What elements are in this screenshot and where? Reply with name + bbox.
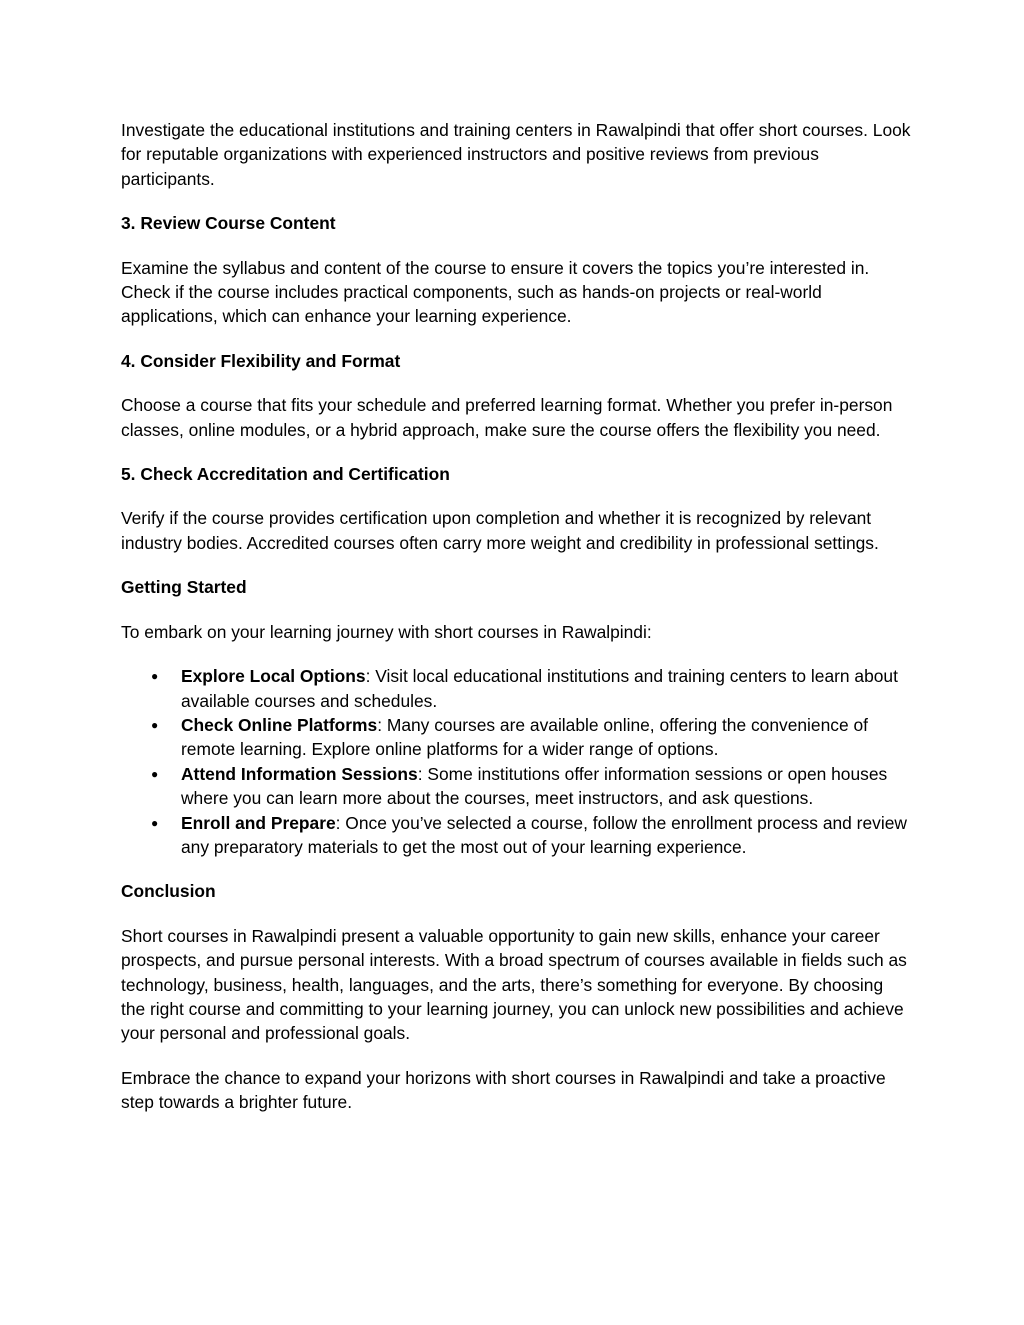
closing-paragraph: Embrace the chance to expand your horizons with short courses in Rawalpindi and take a proactive step towards a brighter future. — [121, 1067, 886, 1113]
getting-started-list — [121, 664, 911, 859]
list-item-title: Enroll and Prepare — [181, 812, 336, 833]
accreditation-paragraph: Verify if the course provides certification upon completion and whether it is recognized by relevant industry bodies. Accredited courses often carry more weight and credibility in professional settings. — [121, 508, 879, 553]
bullet-icon: ● — [151, 717, 159, 732]
getting-started-intro: To embark on your learning journey with short courses in Rawalpindi: — [121, 621, 652, 642]
list-item — [121, 762, 911, 811]
flexibility-paragraph: Choose a course that fits your schedule and preferred learning format. Whether you prefer in-person classes, online modules, or a hybrid approach, make sure the course offers the flexibility you need. — [121, 395, 893, 440]
list-item-title: Attend Information Sessions — [181, 763, 418, 784]
list-item-title: Check Online Platforms — [181, 714, 378, 735]
getting-started-heading: Getting Started — [121, 577, 247, 598]
conclusion-paragraph: Short courses in Rawalpindi present a valuable opportunity to gain new skills, enhance your career prospects, and pursue personal interests. With a broad spectrum of courses available in fields such as technology, business, health, languages, and the arts, there’s something for everyone. By choosing the right course and committing to your learning journey, you can unlock new possibilities and achieve your personal and professional goals. — [121, 925, 907, 1044]
list-item — [121, 664, 911, 713]
intro-paragraph: Investigate the educational institutions and training centers in Rawalpindi that offer short courses. Look for reputable organizations with experienced instructors and positive reviews from previous participants. — [121, 120, 911, 189]
bullet-icon: ● — [151, 815, 159, 830]
list-item-text: : Some institutions offer information sessions or open houses where you can learn more about the courses, meet instructors, and ask questions. — [181, 763, 888, 809]
list-item — [121, 811, 911, 860]
review-content-heading: 3. Review Course Content — [121, 213, 336, 234]
list-item-text: : Once you’ve selected a course, follow the enrollment process and review any preparatory materials to get the most out of your learning experience. — [181, 812, 907, 857]
list-item-text: : Many courses are available online, offering the convenience of remote learning. Explore online platforms for a wider range of options. — [181, 714, 868, 760]
review-content-paragraph: Examine the syllabus and content of the course to ensure it covers the topics you’re interested in. Check if the course includes practical components, such as hands-on projects or real-world applications, which can enhance your learning experience. — [121, 257, 870, 327]
list-item-title: Explore Local Options — [181, 666, 366, 687]
bullet-icon: ● — [151, 669, 159, 684]
flexibility-heading: 4. Consider Flexibility and Format — [121, 350, 401, 371]
document-page — [121, 118, 911, 1115]
list-item — [121, 713, 911, 762]
conclusion-heading: Conclusion — [121, 881, 216, 902]
accreditation-heading: 5. Check Accreditation and Certification — [121, 464, 450, 485]
list-item-text: : Visit local educational institutions and training centers to learn about available courses and schedules. — [181, 666, 898, 711]
bullet-icon: ● — [151, 766, 159, 781]
